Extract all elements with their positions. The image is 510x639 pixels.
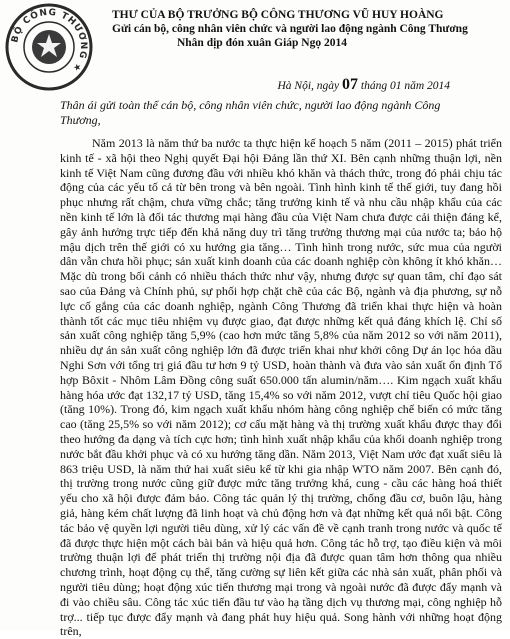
official-seal — [4, 2, 94, 92]
letter-header — [112, 8, 468, 50]
dateline-prefix: Hà Nội, ngày — [277, 80, 342, 92]
svg-text:BỘ CÔNG THƯƠNG ★: BỘ CÔNG THƯƠNG ★ — [10, 7, 89, 74]
dateline — [277, 76, 450, 94]
letter-occasion: Nhân dịp đón xuân Giáp Ngọ 2014 — [176, 37, 347, 49]
body-paragraph: Năm 2013 là năm thứ ba nước ta thực hiện kế hoạch 5 năm (2011 – 2015) phát triển kinh tế - xã hội theo Nghị quyết Đại hội Đảng lần thứ XI. Bên cạnh những thuận lợi, nền kinh tế Việt Nam cũng đương đầu với nhiều khó khăn và thách thức, trong đó phải chịu tác động của các yếu tố cả từ bên trong và bên ngoài. Tình hình kinh tế thế giới, tuy đang hồi phục nhưng rất chậm, chưa vững chắc; tăng trưởng kinh tế và nhu cầu nhập khẩu của các nền kinh tế lớn là đối tác thương mại hàng đầu của Việt Nam chưa được cải thiện đáng kể, gây ảnh hưởng trực tiếp đến khả năng duy trì tăng trưởng thương mại của nước ta; bảo hộ mậu dịch trên thế giới có xu hướng gia tăng… Tình hình trong nước, sức mua của người dân vẫn chưa hồi phục; sản xuất kinh doanh của các doanh nghiệp còn không ít khó khăn… Mặc dù trong bối cảnh có nhiều thách thức như vậy, nhưng được sự quan tâm, chỉ đạo sát sao của Đảng và Chính phủ, sự phối hợp chặt chẽ của các Bộ, ngành và địa phương, sự nỗ lực cố gắng của các doanh nghiệp, ngành Công Thương đã triển khai thực hiện và hoàn thành tốt các mục tiêu nhiệm vụ được giao, đạt được những kết quả đáng khích lệ. Chỉ số sản xuất công nghiệp tăng 5,9% (cao hơn mức tăng 5,8% của năm 2012 so với năm 2011), nhiều dự án sản xuất công nghiệp lớn đã được triển khai như khởi công Dự án lọc hóa dầu Nghi Sơn với tổng trị giá đầu tư hơn 9 tỷ USD, hoàn thành và đưa vào sản xuất ổn định Tổ hợp Bôxit - Nhôm Lâm Đồng công suất 650.000 tấn alumin/năm…. Kim ngạch xuất khẩu hàng hóa ước đạt 132,17 tỷ USD, tăng 15,4% so với năm 2012, vượt chỉ tiêu Quốc hội giao (tăng 10%). Trong đó, kim ngạch xuất khẩu nhóm hàng công nghiệp chế biến có mức tăng cao (tăng 25,5% so với năm 2012); cơ cấu mặt hàng và thị trường xuất khẩu được thay đổi theo hướng đa dạng và tích cực hơn; tình hình xuất nhập khẩu của khối doanh nghiệp trong nước bắt đầu khởi phục và có xu hướng tăng dần. Năm 2013, Việt Nam ước đạt xuất siêu là 863 triệu USD, là năm thứ hai xuất siêu kể từ khi gia nhập WTO năm 2007. Bên cạnh đó, thị trường trong nước cũng giữ được mức tăng trưởng khá, cung - cầu các hàng hoá thiết yếu cho xã hội được đảm bảo. Công tác quản lý thị trường, chống đầu cơ, buôn lậu, hàng giả, hàng kém chất lượng đã linh hoạt và chủ động hơn và đạt những kết quả nổi bật. Công tác bảo vệ quyền lợi người tiêu dùng, xử lý các vấn đề về cạnh tranh trong nước và quốc tế đã được thực hiện một cách bài bản và hiệu quả hơn. Công tác hỗ trợ, tạo điều kiện và môi trường thuận lợi để phát triển thị trường nội địa đã được quan tâm hơn thông qua nhiều chương trình, hoạt động cụ thể, tăng cường sự liên kết giữa các nhà sản xuất, phân phối và người tiêu dùng; hoạt động xúc tiến thương mại trong và ngoài nước đã được đẩy mạnh và đi vào chiều sâu. Công tác xúc tiến đầu tư vào hạ tầng dịch vụ thương mại, công nghiệp hỗ trợ... tiếp tục được đẩy mạnh và đang phát huy hiệu quả. Song hành với những hoạt động trên, — [60, 136, 502, 639]
letter-title: THƯ CỦA BỘ TRƯỞNG BỘ CÔNG THƯƠNG VŨ HUY HOÀNG — [112, 9, 444, 21]
letter-body — [60, 136, 502, 639]
dateline-day: 07 — [342, 76, 358, 93]
greeting: Thân ái gửi toàn thể cán bộ, công nhân viên chức, người lao động ngành Công Thương, — [60, 98, 441, 127]
dateline-suffix: tháng 01 năm 2014 — [358, 80, 450, 92]
letter-recipients: Gửi cán bộ, công nhân viên chức và người lao động ngành Công Thương — [112, 23, 468, 35]
